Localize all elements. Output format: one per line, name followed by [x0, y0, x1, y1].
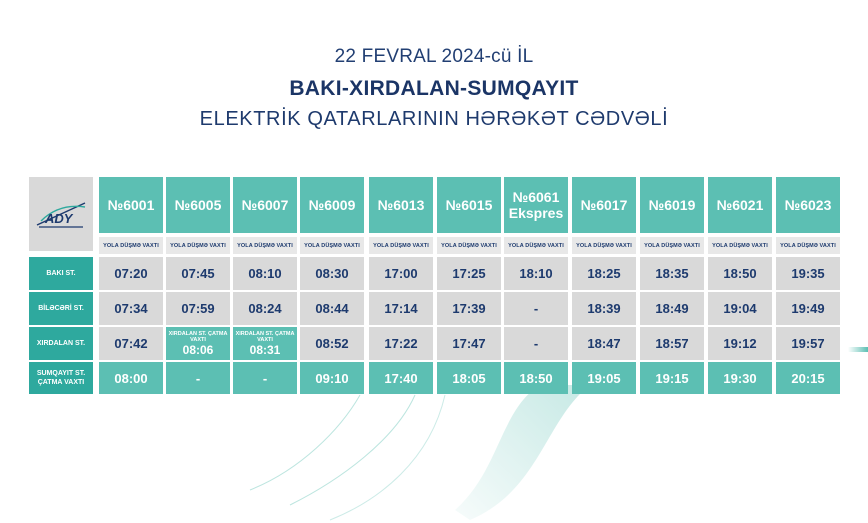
time-cell: 07:59	[166, 292, 230, 325]
arrival-note: XIRDALAN ST. ÇATMA VAXTI	[235, 330, 295, 343]
train-number: №6009	[308, 197, 356, 213]
time-cell: -	[166, 362, 230, 394]
time-cell: 08:00	[99, 362, 163, 394]
time-cell: 19:30	[708, 362, 772, 394]
departure-label: YOLA DÜŞMƏ VAXTI	[166, 237, 230, 254]
train-number: №6013	[377, 197, 425, 213]
time-cell: 08:44	[300, 292, 364, 325]
ady-logo-cell	[29, 177, 93, 251]
arrival-time: 08:31	[249, 342, 281, 357]
time-cell: 19:35	[776, 257, 840, 290]
departure-label: YOLA DÜŞMƏ VAXTI	[369, 237, 433, 254]
time-cell: 08:30	[300, 257, 364, 290]
time-cell: 18:50	[708, 257, 772, 290]
arrival-time-cell	[233, 327, 297, 360]
station-name: XIRDALAN ST.	[29, 327, 93, 360]
train-number-header	[572, 177, 636, 233]
time-cell: -	[504, 292, 568, 325]
station-name: SUMQAYIT ST. ÇATMA VAXTI	[29, 362, 93, 394]
time-cell: 19:05	[572, 362, 636, 394]
time-cell: 20:15	[776, 362, 840, 394]
ady-logo-icon	[35, 197, 87, 231]
train-number-header	[437, 177, 501, 233]
departure-label: YOLA DÜŞMƏ VAXTI	[776, 237, 840, 254]
train-number: №6005	[174, 197, 222, 213]
time-cell: 18:35	[640, 257, 704, 290]
arrival-time: 08:06	[182, 342, 214, 357]
train-number: №6001	[107, 197, 155, 213]
departure-label: YOLA DÜŞMƏ VAXTI	[572, 237, 636, 254]
train-number: №6019	[648, 197, 696, 213]
train-number-header	[300, 177, 364, 233]
train-number: №6017	[580, 197, 628, 213]
departure-label: YOLA DÜŞMƏ VAXTI	[504, 237, 568, 254]
time-cell: 17:39	[437, 292, 501, 325]
train-number: №6015	[445, 197, 493, 213]
time-cell: 18:57	[640, 327, 704, 360]
time-cell: 17:14	[369, 292, 433, 325]
train-number: №6061	[512, 189, 560, 205]
time-cell: 17:47	[437, 327, 501, 360]
departure-label: YOLA DÜŞMƏ VAXTI	[300, 237, 364, 254]
train-number-header	[708, 177, 772, 233]
train-type: Ekspres	[508, 205, 564, 221]
time-cell: 17:00	[369, 257, 433, 290]
station-name: BİLƏCƏRİ ST.	[29, 292, 93, 325]
time-cell: 19:04	[708, 292, 772, 325]
train-number: №6007	[241, 197, 289, 213]
time-cell: 18:49	[640, 292, 704, 325]
train-number-header	[504, 177, 568, 233]
train-number-header	[369, 177, 433, 233]
time-cell: 19:57	[776, 327, 840, 360]
departure-label: YOLA DÜŞMƏ VAXTI	[233, 237, 297, 254]
departure-label: YOLA DÜŞMƏ VAXTI	[437, 237, 501, 254]
time-cell: 18:25	[572, 257, 636, 290]
train-number: №6021	[716, 197, 764, 213]
time-cell: 19:15	[640, 362, 704, 394]
train-number-header	[776, 177, 840, 233]
time-cell: 07:34	[99, 292, 163, 325]
train-number-header	[166, 177, 230, 233]
train-number-header	[640, 177, 704, 233]
train-number-header	[233, 177, 297, 233]
time-cell: 18:39	[572, 292, 636, 325]
time-cell: 17:25	[437, 257, 501, 290]
time-cell: 07:20	[99, 257, 163, 290]
departure-label: YOLA DÜŞMƏ VAXTI	[99, 237, 163, 254]
time-cell: -	[233, 362, 297, 394]
time-cell: 17:22	[369, 327, 433, 360]
departure-label: YOLA DÜŞMƏ VAXTI	[708, 237, 772, 254]
time-cell: 18:47	[572, 327, 636, 360]
time-cell: 08:24	[233, 292, 297, 325]
time-cell: 08:10	[233, 257, 297, 290]
time-cell: 09:10	[300, 362, 364, 394]
time-cell: 18:05	[437, 362, 501, 394]
route-title: BAKI-XIRDALAN-SUMQAYIT	[289, 77, 579, 100]
time-cell: 17:40	[369, 362, 433, 394]
train-number: №6023	[784, 197, 832, 213]
ady-logo-text: ADY	[45, 211, 73, 226]
arrival-note: XIRDALAN ST. ÇATMA VAXTI	[168, 330, 228, 343]
time-cell: 07:42	[99, 327, 163, 360]
departure-label: YOLA DÜŞMƏ VAXTI	[640, 237, 704, 254]
time-cell: 07:45	[166, 257, 230, 290]
time-cell: 19:12	[708, 327, 772, 360]
time-cell: 19:49	[776, 292, 840, 325]
arrival-time-cell	[166, 327, 230, 360]
station-name: BAKI ST.	[29, 257, 93, 290]
time-cell: 18:10	[504, 257, 568, 290]
time-cell: -	[504, 327, 568, 360]
time-cell: 18:50	[504, 362, 568, 394]
time-cell: 08:52	[300, 327, 364, 360]
train-number-header	[99, 177, 163, 233]
schedule-subtitle: ELEKTRİK QATARLARININ HƏRƏKƏT CƏDVƏLİ	[199, 108, 669, 130]
schedule-date: 22 FEVRAL 2024-cü İL	[334, 46, 534, 67]
